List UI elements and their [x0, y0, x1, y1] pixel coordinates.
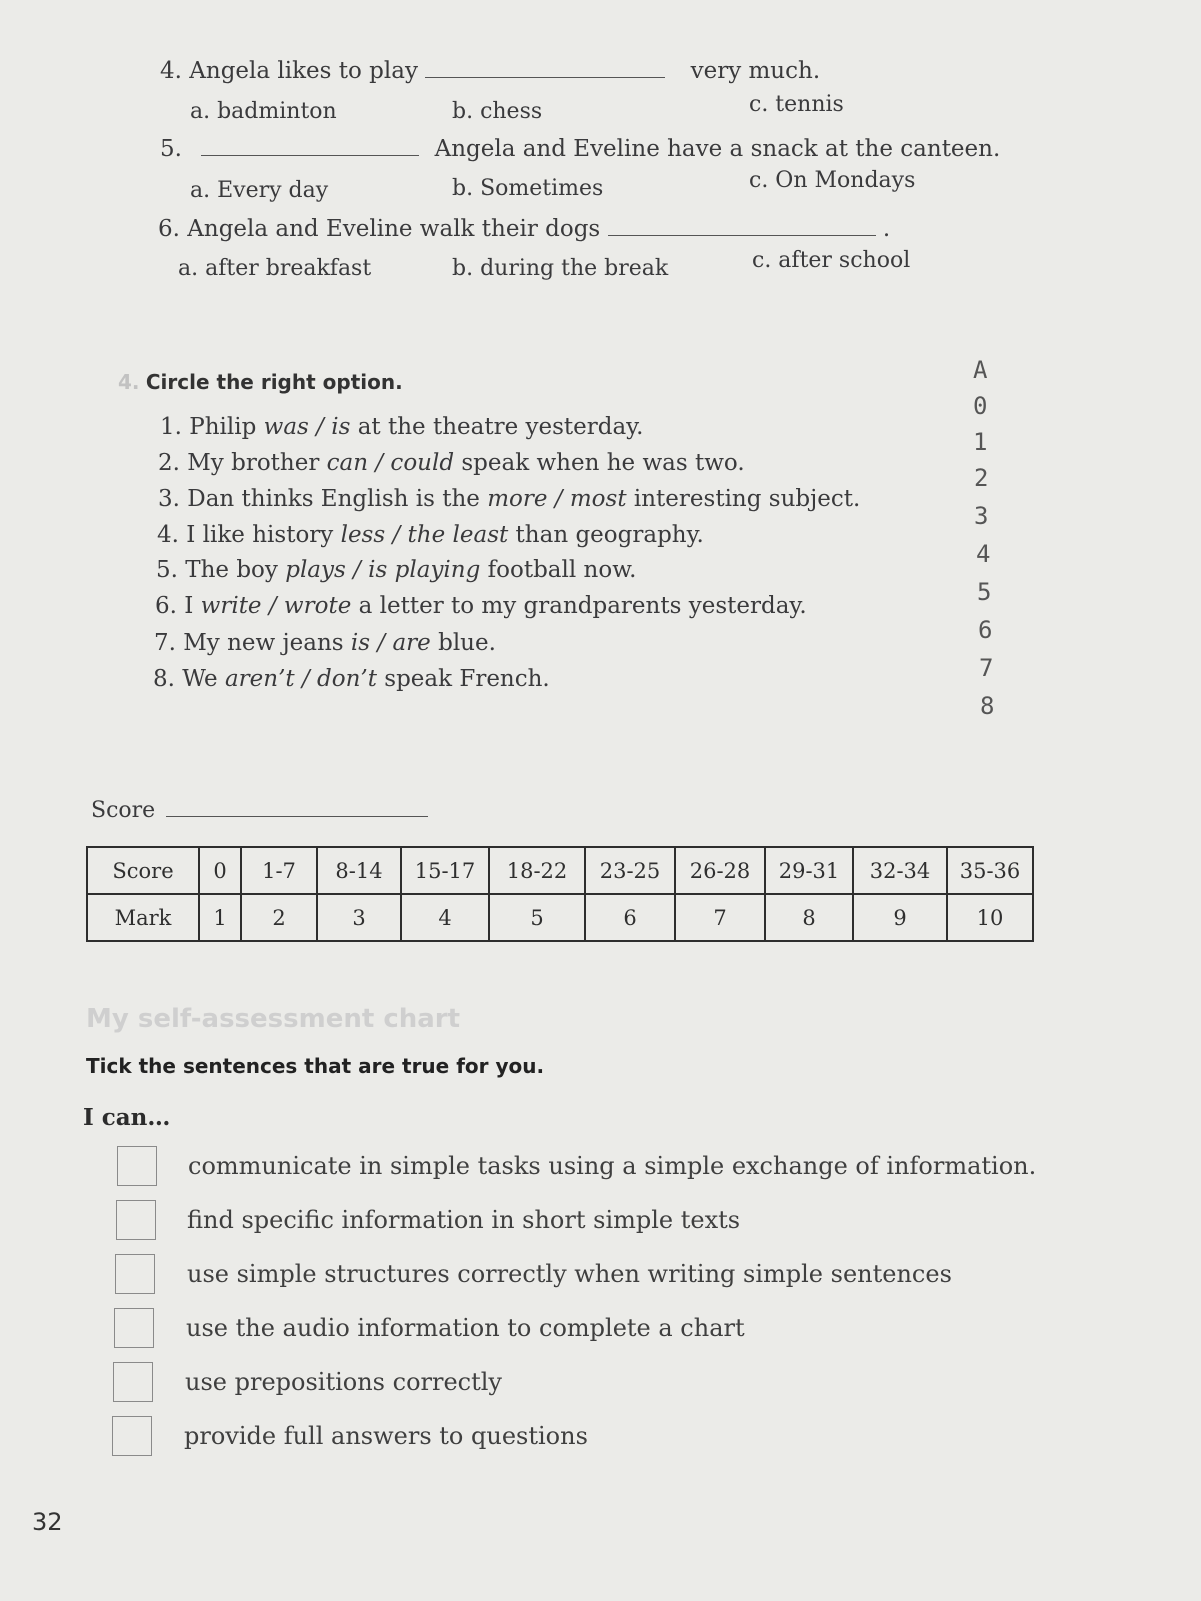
choice-options[interactable]: aren’t / don’t — [224, 666, 377, 692]
table-cell: Mark — [87, 894, 199, 941]
option-6c[interactable]: c. after school — [752, 248, 911, 273]
table-cell: 18-22 — [489, 847, 585, 894]
question-number: 6. — [158, 216, 180, 242]
table-cell: 32-34 — [853, 847, 947, 894]
tick-checkbox[interactable] — [114, 1308, 154, 1348]
i-can-lead: I can… — [83, 1104, 171, 1131]
handwritten-mark: A — [973, 356, 988, 384]
tick-checkbox[interactable] — [112, 1416, 152, 1456]
handwritten-mark: 2 — [974, 464, 989, 492]
choice-options[interactable]: is / are — [350, 630, 431, 656]
table-cell: 4 — [401, 894, 489, 941]
table-cell: 1 — [199, 894, 241, 941]
table-cell: 5 — [489, 894, 585, 941]
table-cell: 29-31 — [765, 847, 853, 894]
table-cell: 35-36 — [947, 847, 1033, 894]
sentence-7: 7. My new jeans is / are blue. — [154, 630, 496, 656]
score-line — [91, 798, 428, 823]
choice-options[interactable]: can / could — [326, 450, 455, 476]
handwritten-mark: 1 — [973, 428, 988, 456]
table-cell: Score — [87, 847, 199, 894]
question-number: 4. — [160, 58, 182, 84]
can-do-statement: find specific information in short simple texts — [187, 1206, 741, 1234]
self-assessment-instruction: Tick the sentences that are true for you. — [86, 1054, 545, 1078]
can-do-statement: use prepositions correctly — [185, 1368, 502, 1396]
table-cell: 8-14 — [317, 847, 401, 894]
sentence-5: 5. The boy plays / is playing football now. — [156, 557, 637, 583]
choice-options[interactable]: less / the least — [340, 522, 509, 548]
tick-checkbox[interactable] — [115, 1254, 155, 1294]
option-6b[interactable]: b. during the break — [452, 256, 669, 281]
option-5a[interactable]: a. Every day — [190, 178, 329, 203]
table-cell: 23-25 — [585, 847, 675, 894]
handwritten-mark: 6 — [978, 616, 993, 644]
self-assessment-heading: My self-assessment chart — [86, 1004, 461, 1034]
choice-options[interactable]: write / wrote — [200, 593, 352, 619]
choice-options[interactable]: plays / is playing — [285, 557, 481, 583]
question-5 — [160, 136, 1000, 162]
table-cell: 3 — [317, 894, 401, 941]
can-do-statement: communicate in simple tasks using a simple exchange of information. — [188, 1152, 1037, 1180]
tick-checkbox[interactable] — [116, 1200, 156, 1240]
handwritten-mark: 0 — [973, 392, 988, 420]
sentence-8: 8. We aren’t / don’t speak French. — [153, 666, 550, 692]
handwritten-mark: 3 — [974, 502, 989, 530]
score-blank[interactable] — [166, 816, 428, 817]
answer-blank[interactable] — [608, 235, 876, 236]
exercise-number: 4. — [118, 370, 140, 394]
sentence-6: 6. I write / wrote a letter to my grandparents yesterday. — [155, 593, 807, 619]
exercise-instruction: Circle the right option. — [145, 370, 403, 394]
question-text: Angela and Eveline walk their dogs — [187, 216, 601, 242]
option-4b[interactable]: b. chess — [452, 99, 543, 124]
exercise-4-heading — [118, 370, 403, 394]
handwritten-mark: 4 — [976, 540, 991, 568]
question-4 — [160, 58, 820, 84]
sentence-4: 4. I like history less / the least than geography. — [157, 522, 704, 548]
option-6a[interactable]: a. after breakfast — [178, 256, 372, 281]
question-number: 5. — [160, 136, 182, 162]
table-cell: 6 — [585, 894, 675, 941]
handwritten-mark: 8 — [980, 692, 995, 720]
mark-row — [87, 894, 1033, 941]
page-number: 32 — [32, 1508, 63, 1536]
table-cell: 26-28 — [675, 847, 765, 894]
score-label: Score — [91, 798, 156, 823]
option-4a[interactable]: a. badminton — [190, 99, 337, 124]
table-cell: 9 — [853, 894, 947, 941]
sentence-2: 2. My brother can / could speak when he was two. — [158, 450, 745, 476]
choice-options[interactable]: more / most — [487, 486, 627, 512]
handwritten-mark: 5 — [977, 578, 992, 606]
table-cell: 2 — [241, 894, 317, 941]
sentence-3: 3. Dan thinks English is the more / most interesting subject. — [158, 486, 861, 512]
can-do-statement: use simple structures correctly when writing simple sentences — [187, 1260, 952, 1288]
question-text: Angela likes to play — [189, 58, 418, 84]
option-4c[interactable]: c. tennis — [749, 92, 844, 117]
tick-checkbox[interactable] — [113, 1362, 153, 1402]
choice-options[interactable]: was / is — [263, 414, 351, 440]
answer-blank[interactable] — [201, 155, 419, 156]
can-do-statement: provide full answers to questions — [184, 1422, 588, 1450]
sentence-1: 1. Philip was / is at the theatre yesterday. — [160, 414, 644, 440]
question-text-after: Angela and Eveline have a snack at the canteen. — [434, 136, 1001, 162]
score-row — [87, 847, 1033, 894]
table-cell: 0 — [199, 847, 241, 894]
table-cell: 7 — [675, 894, 765, 941]
can-do-statement: use the audio information to complete a chart — [186, 1314, 745, 1342]
table-cell: 10 — [947, 894, 1033, 941]
option-5c[interactable]: c. On Mondays — [749, 168, 916, 193]
table-cell: 15-17 — [401, 847, 489, 894]
answer-blank[interactable] — [425, 77, 665, 78]
question-text-after: very much. — [690, 58, 821, 84]
handwritten-mark: 7 — [979, 654, 994, 682]
table-cell: 8 — [765, 894, 853, 941]
score-table — [86, 846, 1034, 942]
tick-checkbox[interactable] — [117, 1146, 157, 1186]
question-6 — [158, 216, 890, 242]
option-5b[interactable]: b. Sometimes — [452, 176, 604, 201]
table-cell: 1-7 — [241, 847, 317, 894]
question-text-after: . — [882, 216, 891, 242]
